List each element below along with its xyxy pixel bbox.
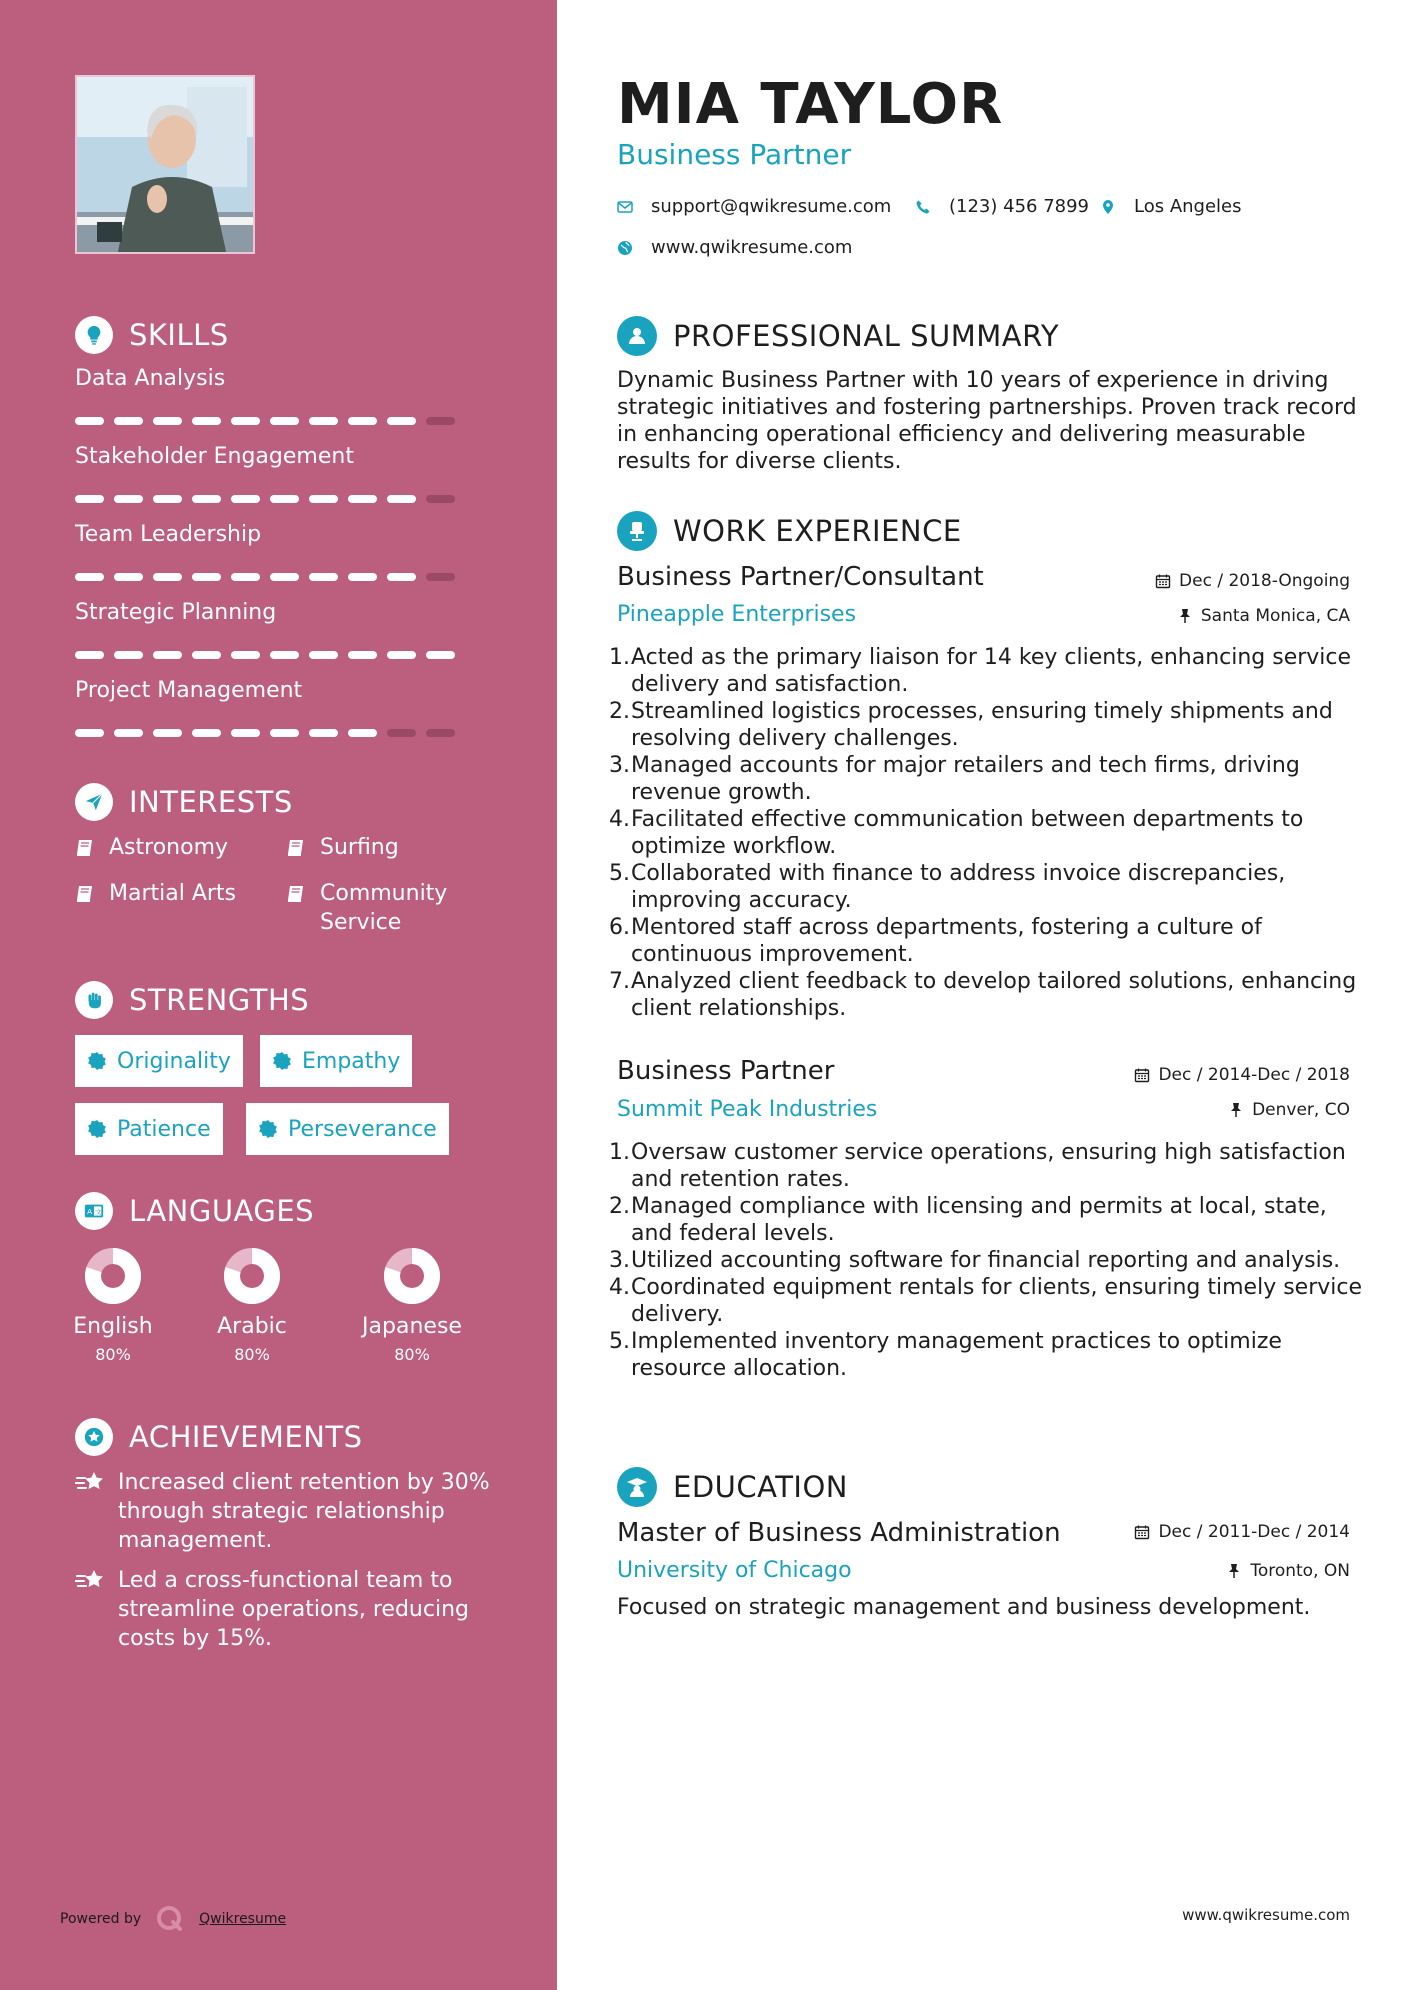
profile-photo: [75, 75, 255, 254]
badge-icon: [87, 1119, 107, 1139]
education-description: Focused on strategic management and business development.: [617, 1595, 1311, 1620]
badge-icon: [87, 1051, 107, 1071]
skill-level-dash: [153, 573, 182, 581]
language-item: English 80%: [43, 1246, 183, 1364]
job-title: Business Partner/Consultant: [617, 562, 984, 592]
skill-level-dash: [192, 729, 221, 737]
achievement-item: Increased client retention by 30% through strategic relationship management.: [75, 1468, 495, 1555]
job-company: Pineapple Enterprises: [617, 602, 857, 627]
skill-level-dash: [387, 729, 416, 737]
language-progress-ring: [382, 1246, 442, 1306]
pushpin-icon: [1177, 608, 1193, 624]
job-dates: Dec / 2018-Ongoing: [1155, 571, 1350, 591]
skills-title: SKILLS: [129, 318, 229, 352]
education-heading: EDUCATION: [617, 1467, 848, 1507]
skill-level-dash: [231, 495, 260, 503]
skill-name: Team Leadership: [75, 522, 262, 547]
calendar-icon: [1134, 1524, 1150, 1540]
skill-name: Data Analysis: [75, 366, 226, 391]
book-icon: [75, 833, 95, 866]
responsibility-item: 2. Managed compliance with licensing and permits at local, state, and federal levels.: [609, 1194, 1327, 1246]
skill-level-dash: [231, 417, 260, 425]
skill-level-bar: [75, 495, 465, 503]
responsibility-item: 3. Utilized accounting software for financial reporting and analysis.: [609, 1248, 1341, 1273]
envelope-icon: [617, 199, 633, 215]
contact-website[interactable]: www.qwikresume.com: [617, 237, 852, 258]
star-badge-icon: [75, 1418, 113, 1456]
book-icon: [75, 879, 95, 912]
skill-level-dash: [192, 573, 221, 581]
skill-level-bar: [75, 573, 465, 581]
language-icon: [75, 1192, 113, 1230]
globe-icon: [617, 240, 633, 256]
shooting-star-icon: [75, 1566, 107, 1653]
pushpin-icon: [1226, 1563, 1242, 1579]
job-responsibilities: [609, 644, 1369, 1022]
candidate-name: MIA TAYLOR: [617, 72, 1004, 137]
contact-phone[interactable]: (123) 456 7899: [915, 196, 1089, 217]
skill-level-dash: [270, 417, 299, 425]
phone-icon: [915, 199, 931, 215]
responsibility-item: 5. Implemented inventory management practices to optimize resource allocation.: [609, 1329, 1282, 1381]
badge-icon: [258, 1119, 278, 1139]
strength-chip: Perseverance: [246, 1103, 449, 1155]
pushpin-icon: [1228, 1102, 1244, 1118]
shooting-star-icon: [75, 1468, 107, 1555]
svg-text:A: A: [87, 1207, 93, 1217]
languages-heading: [75, 1192, 314, 1230]
skill-level-dash: [309, 417, 338, 425]
map-pin-icon: [1100, 199, 1116, 215]
skill-level-dash: [231, 651, 260, 659]
skill-level-dash: [426, 651, 455, 659]
responsibility-item: 6. Mentored staff across departments, fostering a culture of continuous improvement.: [609, 915, 1262, 967]
fist-icon: [75, 981, 113, 1019]
job-location: Denver, CO: [1228, 1100, 1350, 1120]
skill-name: Stakeholder Engagement: [75, 444, 354, 469]
badge-icon: [272, 1051, 292, 1071]
paper-plane-icon: [75, 783, 113, 821]
skill-level-dash: [192, 651, 221, 659]
strength-chip: Empathy: [260, 1035, 412, 1087]
skill-level-dash: [153, 729, 182, 737]
skill-level-dash: [192, 495, 221, 503]
skill-level-dash: [231, 573, 260, 581]
skill-level-dash: [231, 729, 260, 737]
sidebar: [0, 0, 557, 1990]
skill-level-dash: [426, 417, 455, 425]
skill-level-dash: [114, 417, 143, 425]
education-location: Toronto, ON: [1226, 1561, 1350, 1581]
graduate-icon: [617, 1467, 657, 1507]
job-title: Business Partner: [617, 1056, 835, 1086]
skill-level-bar: [75, 417, 465, 425]
skill-level-dash: [114, 573, 143, 581]
qwikresume-logo-icon: [155, 1904, 185, 1934]
skill-level-dash: [309, 573, 338, 581]
responsibility-item: 4. Facilitated effective communication between departments to optimize workflow.: [609, 807, 1304, 859]
interest-item: Community Service: [286, 879, 486, 937]
footer-website[interactable]: www.qwikresume.com: [1182, 1906, 1350, 1924]
skill-level-dash: [387, 495, 416, 503]
education-school: University of Chicago: [617, 1558, 852, 1583]
responsibility-item: 4. Coordinated equipment rentals for clients, ensuring timely service delivery.: [609, 1275, 1363, 1327]
strength-chip: Patience: [75, 1103, 223, 1155]
job-dates: Dec / 2014-Dec / 2018: [1134, 1065, 1350, 1085]
education-dates: Dec / 2011-Dec / 2014: [1134, 1522, 1350, 1542]
language-progress-ring: [222, 1246, 282, 1306]
languages-title: LANGUAGES: [129, 1194, 315, 1228]
skill-level-dash: [309, 729, 338, 737]
contact-email[interactable]: support@qwikresume.com: [617, 196, 891, 217]
powered-by: Powered by Qwikresume: [60, 1904, 286, 1934]
interest-item: Martial Arts: [75, 879, 236, 912]
skill-level-dash: [348, 417, 377, 425]
skill-level-dash: [114, 495, 143, 503]
interests-title: INTERESTS: [129, 785, 293, 819]
summary-heading: PROFESSIONAL SUMMARY: [617, 316, 1059, 356]
skill-level-dash: [75, 573, 104, 581]
skill-level-dash: [75, 417, 104, 425]
skill-level-dash: [348, 573, 377, 581]
skill-level-dash: [387, 417, 416, 425]
responsibility-item: 1. Oversaw customer service operations, ensuring high satisfaction and retention rates.: [609, 1140, 1346, 1192]
skill-level-dash: [348, 495, 377, 503]
main-content: [557, 0, 1407, 1990]
summary-text: Dynamic Business Partner with 10 years of experience in driving strategic initiatives and fostering partnerships. Proven track record in enhancing operational efficiency and delivering measurable results for diverse clients.: [617, 368, 1357, 474]
skill-level-dash: [387, 651, 416, 659]
skill-level-dash: [192, 417, 221, 425]
skill-level-dash: [114, 651, 143, 659]
skill-level-dash: [348, 729, 377, 737]
responsibility-item: 3. Managed accounts for major retailers and tech firms, driving revenue growth.: [609, 753, 1300, 805]
strengths-heading: [75, 981, 309, 1019]
skill-level-dash: [153, 495, 182, 503]
candidate-title: Business Partner: [617, 138, 852, 171]
skill-level-bar: [75, 651, 465, 659]
job-responsibilities: [609, 1139, 1369, 1382]
achievements-heading: [75, 1418, 363, 1456]
skill-level-dash: [75, 495, 104, 503]
language-item: Japanese 80%: [342, 1246, 482, 1364]
book-icon: [286, 833, 306, 866]
skills-heading: [75, 316, 229, 354]
language-progress-ring: [83, 1246, 143, 1306]
interests-heading: [75, 783, 293, 821]
contact-location: Los Angeles: [1100, 196, 1242, 217]
skill-name: Project Management: [75, 678, 303, 703]
qwikresume-link[interactable]: Qwikresume: [199, 1911, 287, 1927]
experience-heading: WORK EXPERIENCE: [617, 511, 962, 551]
skill-level-dash: [270, 729, 299, 737]
job-company: Summit Peak Industries: [617, 1097, 878, 1122]
interest-item: Astronomy: [75, 833, 228, 866]
interest-item: Surfing: [286, 833, 399, 866]
language-item: Arabic 80%: [182, 1246, 322, 1364]
skill-level-dash: [309, 651, 338, 659]
skill-level-dash: [153, 651, 182, 659]
education-degree: Master of Business Administration: [617, 1518, 1061, 1548]
user-icon: [617, 316, 657, 356]
strength-chip: Originality: [75, 1035, 243, 1087]
skill-level-dash: [426, 573, 455, 581]
skill-level-dash: [426, 495, 455, 503]
skill-level-dash: [114, 729, 143, 737]
skill-level-dash: [387, 573, 416, 581]
skill-level-dash: [153, 417, 182, 425]
skill-level-dash: [75, 729, 104, 737]
skill-level-dash: [75, 651, 104, 659]
skill-level-dash: [270, 573, 299, 581]
responsibility-item: 2. Streamlined logistics processes, ensuring timely shipments and resolving delivery challenges.: [609, 699, 1333, 751]
calendar-icon: [1134, 1067, 1150, 1083]
skill-level-dash: [348, 651, 377, 659]
skill-level-dash: [270, 495, 299, 503]
skill-level-bar: [75, 729, 465, 737]
book-icon: [286, 879, 306, 937]
svg-text:文: 文: [95, 1207, 102, 1216]
skill-level-dash: [270, 651, 299, 659]
calendar-icon: [1155, 573, 1171, 589]
job-location: Santa Monica, CA: [1177, 606, 1350, 626]
achievement-item: Led a cross-functional team to streamline operations, reducing costs by 15%.: [75, 1566, 495, 1653]
achievements-title: ACHIEVEMENTS: [129, 1420, 363, 1454]
skill-level-dash: [309, 495, 338, 503]
skill-level-dash: [426, 729, 455, 737]
responsibility-item: 7. Analyzed client feedback to develop tailored solutions, enhancing client relationships.: [609, 969, 1357, 1021]
skill-name: Strategic Planning: [75, 600, 277, 625]
lightbulb-icon: [75, 316, 113, 354]
responsibility-item: 1. Acted as the primary liaison for 14 key clients, enhancing service delivery and satisfaction.: [609, 645, 1352, 697]
responsibility-item: 5. Collaborated with finance to address invoice discrepancies, improving accuracy.: [609, 861, 1286, 913]
briefcase-chair-icon: [617, 511, 657, 551]
strengths-title: STRENGTHS: [129, 983, 310, 1017]
